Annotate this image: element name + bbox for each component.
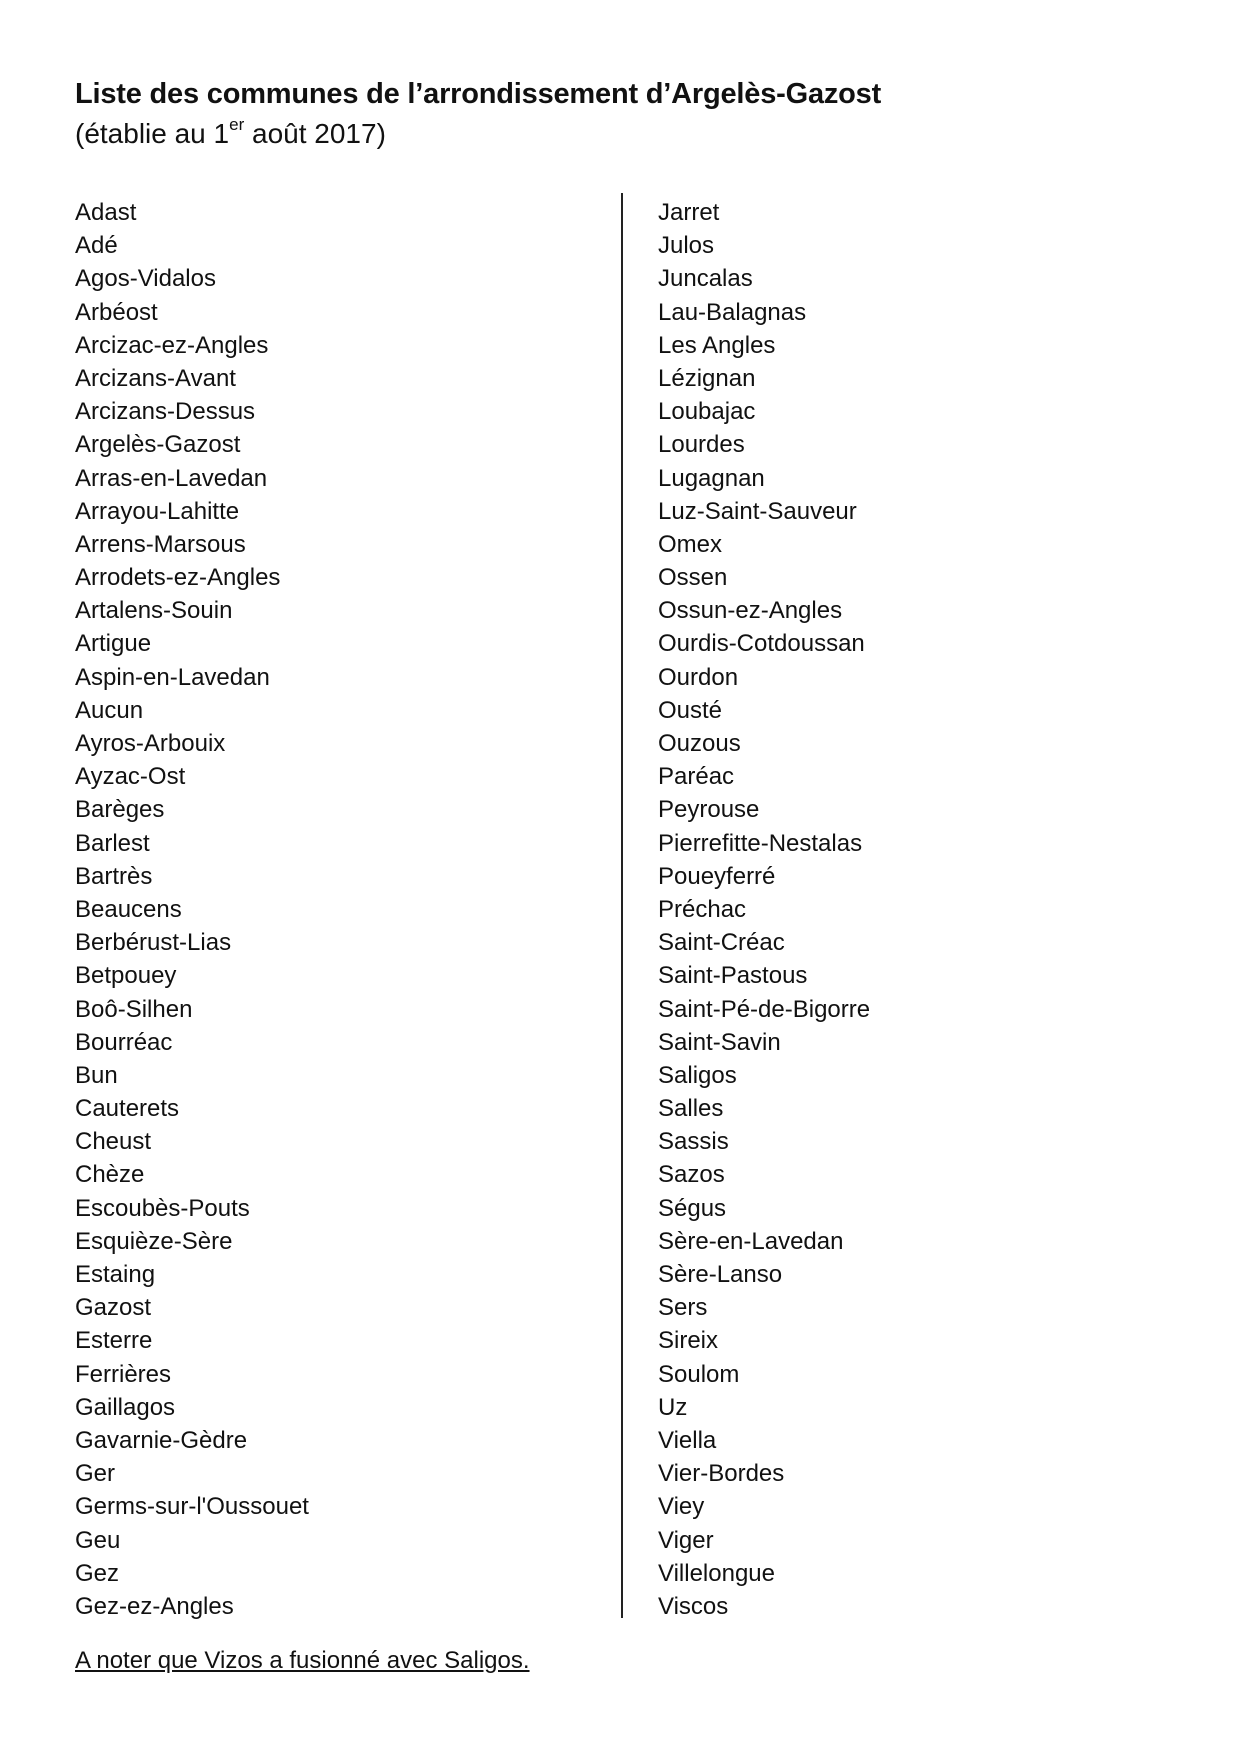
commune-item: Geu [75, 1526, 121, 1554]
commune-item: Ourdon [658, 663, 739, 691]
commune-item: Cauterets [75, 1095, 180, 1123]
commune-item: Villelongue [658, 1559, 775, 1587]
commune-item: Argelès-Gazost [75, 431, 241, 459]
commune-item: Barèges [75, 796, 165, 824]
commune-item: Arcizans-Avant [75, 364, 236, 392]
subtitle-prefix: (établie au 1 [75, 118, 230, 149]
commune-item: Barlest [75, 829, 150, 857]
column-divider [621, 193, 623, 1618]
commune-item: Sazos [658, 1161, 725, 1189]
commune-item: Ourdis-Cotdoussan [658, 630, 865, 658]
commune-item: Ossun-ez-Angles [658, 597, 843, 625]
commune-item: Saint-Créac [658, 929, 785, 957]
commune-item: Ouzous [658, 730, 741, 757]
commune-item: Saint-Pé-de-Bigorre [658, 995, 871, 1023]
commune-item: Ayzac-Ost [75, 763, 186, 791]
commune-item: Viey [658, 1493, 705, 1521]
commune-item: Gez [75, 1559, 120, 1587]
commune-item: Bun [75, 1061, 118, 1089]
commune-item: Arrens-Marsous [75, 530, 246, 558]
commune-item: Estaing [75, 1261, 156, 1288]
commune-item: Ayros-Arbouix [75, 730, 226, 757]
commune-item: Ségus [658, 1194, 727, 1222]
commune-list-left [75, 196, 309, 1623]
commune-item: Saint-Pastous [658, 962, 808, 990]
commune-item: Pierrefitte-Nestalas [658, 829, 863, 857]
commune-list-right [658, 196, 870, 1623]
commune-item: Soulom [658, 1360, 740, 1388]
commune-item: Julos [658, 232, 715, 260]
commune-item: Chèze [75, 1161, 145, 1189]
commune-item: Juncalas [658, 265, 753, 293]
commune-item: Berbérust-Lias [75, 929, 232, 957]
commune-item: Adast [75, 199, 137, 226]
commune-item: Arrayou-Lahitte [75, 497, 240, 525]
commune-item: Gazost [75, 1294, 152, 1322]
commune-item: Arcizans-Dessus [75, 398, 256, 426]
commune-item: Artigue [75, 630, 152, 658]
commune-item: Salles [658, 1095, 724, 1123]
document-title: Liste des communes de l’arrondissement d’Argelès-Gazost [75, 78, 882, 110]
commune-item: Ferrières [75, 1360, 172, 1388]
subtitle-suffix: août 2017) [244, 118, 386, 149]
commune-item: Arbéost [75, 298, 158, 326]
commune-item: Paréac [658, 763, 735, 791]
commune-item: Viscos [658, 1592, 729, 1620]
commune-item: Artalens-Souin [75, 597, 233, 625]
commune-item: Lugagnan [658, 464, 765, 492]
commune-item: Boô-Silhen [75, 995, 193, 1023]
commune-item: Arras-en-Lavedan [75, 464, 268, 492]
commune-item: Sers [658, 1294, 708, 1322]
commune-item: Sassis [658, 1128, 729, 1156]
commune-item: Jarret [658, 199, 720, 226]
commune-item: Luz-Saint-Sauveur [658, 497, 857, 525]
commune-item: Viger [658, 1526, 714, 1554]
commune-item: Agos-Vidalos [75, 265, 216, 293]
commune-item: Arrodets-ez-Angles [75, 564, 281, 592]
commune-item: Gaillagos [75, 1393, 176, 1421]
commune-item: Cheust [75, 1128, 152, 1156]
commune-item: Loubajac [658, 398, 756, 426]
commune-item: Lourdes [658, 431, 745, 459]
commune-item: Gavarnie-Gèdre [75, 1426, 248, 1454]
commune-item: Sère-Lanso [658, 1261, 783, 1288]
commune-item: Betpouey [75, 962, 177, 990]
commune-item: Préchac [658, 895, 747, 923]
commune-item: Viella [658, 1426, 717, 1454]
commune-item: Esterre [75, 1327, 153, 1355]
commune-item: Escoubès-Pouts [75, 1194, 250, 1222]
commune-item: Bourréac [75, 1028, 173, 1056]
commune-item: Ousté [658, 696, 723, 724]
commune-item: Omex [658, 530, 723, 558]
commune-item: Saint-Savin [658, 1028, 781, 1056]
subtitle-superscript: er [229, 115, 245, 134]
commune-item: Poueyferré [658, 862, 776, 890]
document-subtitle [75, 115, 386, 150]
commune-item: Germs-sur-l'Oussouet [75, 1493, 309, 1521]
commune-item: Aspin-en-Lavedan [75, 663, 270, 691]
commune-item: Uz [658, 1393, 688, 1421]
commune-item: Peyrouse [658, 796, 760, 824]
commune-item: Aucun [75, 696, 144, 724]
commune-item: Lau-Balagnas [658, 298, 807, 326]
commune-item: Lézignan [658, 364, 756, 392]
commune-item: Arcizac-ez-Angles [75, 331, 269, 359]
commune-item: Saligos [658, 1061, 737, 1089]
commune-item: Ger [75, 1460, 116, 1488]
commune-item: Ossen [658, 564, 728, 592]
commune-item: Vier-Bordes [658, 1460, 785, 1488]
commune-item: Sère-en-Lavedan [658, 1227, 844, 1255]
commune-item: Esquièze-Sère [75, 1227, 233, 1255]
commune-item: Les Angles [658, 331, 776, 359]
commune-item: Sireix [658, 1327, 719, 1355]
merger-note: A noter que Vizos a fusionné avec Saligos. [75, 1647, 530, 1674]
commune-item: Gez-ez-Angles [75, 1592, 234, 1620]
commune-item: Adé [75, 232, 118, 260]
commune-item: Bartrès [75, 862, 153, 890]
commune-item: Beaucens [75, 895, 182, 923]
